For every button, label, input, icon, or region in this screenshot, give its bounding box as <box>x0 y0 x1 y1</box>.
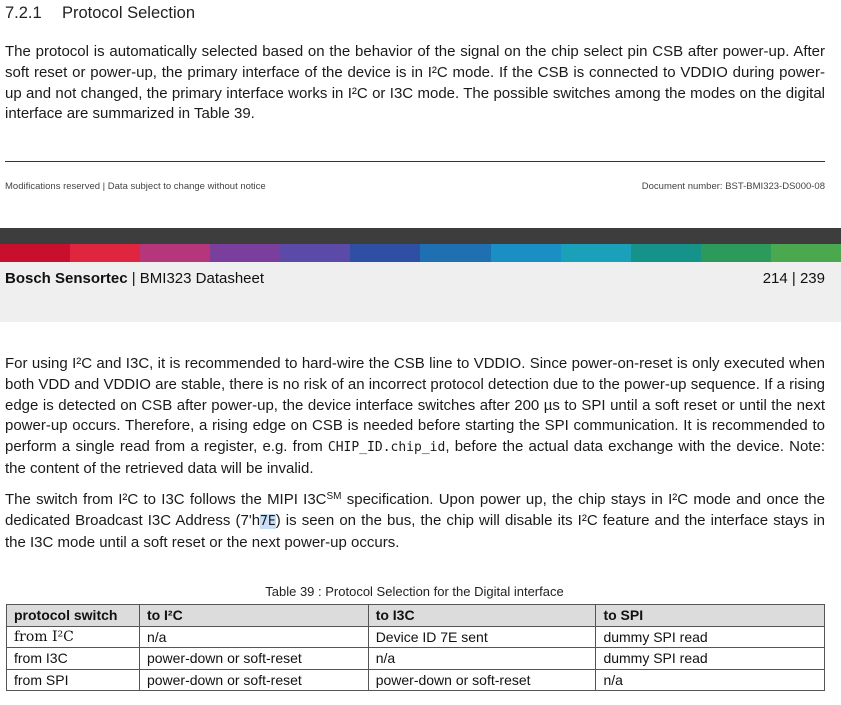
footer-document-number: Document number: BST-BMI323-DS000-08 <box>641 181 825 192</box>
page-number: 214 | 239 <box>762 270 825 287</box>
service-mark: SM <box>326 491 342 502</box>
section-number: 7.2.1 <box>5 4 42 22</box>
color-stripe <box>210 244 280 262</box>
table-header-row <box>7 605 825 627</box>
table-cell: dummy SPI read <box>596 626 825 648</box>
chip-id-code: CHIP_ID.chip_id <box>327 440 446 456</box>
highlighted-address: 7E <box>260 513 276 529</box>
color-stripe <box>701 244 771 262</box>
protocol-selection-table <box>6 604 825 691</box>
color-stripe <box>280 244 350 262</box>
table-header-cell: to SPI <box>596 605 825 627</box>
table-header-cell: to I3C <box>368 605 596 627</box>
table-row <box>7 626 825 648</box>
color-stripe <box>350 244 420 262</box>
table-cell: dummy SPI read <box>596 648 825 670</box>
table-cell: n/a <box>596 669 825 691</box>
table-cell: power-down or soft-reset <box>139 648 368 670</box>
para2-text-b: , before the actual data exchange with the device. Note: the content of the retrieved data will be invalid. <box>5 438 825 477</box>
footer-divider <box>5 161 825 162</box>
section-title: Protocol Selection <box>62 4 195 22</box>
color-stripe <box>771 244 841 262</box>
table-caption <box>0 584 841 599</box>
color-stripe <box>140 244 210 262</box>
para3-text-c: ) is seen on the bus, the chip will disable its I²C feature and the interface stays in the I3C mode until a soft reset or the next power-up occurs. <box>5 511 825 551</box>
table-cell: n/a <box>139 626 368 648</box>
page-break-band <box>0 228 841 244</box>
table-cell: Device ID 7E sent <box>368 626 596 648</box>
table-cell: n/a <box>368 648 596 670</box>
header-brand <box>5 270 264 287</box>
paragraph-i3c-switch <box>5 487 825 553</box>
color-stripe <box>561 244 631 262</box>
color-stripe-band <box>0 244 841 262</box>
footer-notice: Modifications reserved | Data subject to change without notice <box>5 181 266 192</box>
brand-separator: | <box>127 270 140 287</box>
para2-text-a: For using I²C and I3C, it is recommended to hard-wire the CSB line to VDDIO. Since power-on-reset is only executed when both VDD and VDDIO are stable, there is no risk of an incorrect protocol detection due to the power-up sequence. If a rising edge is detected on CSB after power-up, the device interface switches after 200 µs to SPI until a soft reset or until the next power-up occurs. Therefore, a rising edge on CSB is needed before starting the SPI communication. It is recommended to perform a single read from a register, e.g. from <box>5 355 825 456</box>
table-cell: power-down or soft-reset <box>368 669 596 691</box>
document-title: BMI323 Datasheet <box>139 270 265 287</box>
paragraph-protocol-intro: The protocol is automatically selected based on the behavior of the signal on the chip select pin CSB after power-up. After soft reset or power-up, the primary interface of the device is in I²C mode. If the CSB is connected to VDDIO during power-up and not changed, the primary interface works in I²C or I3C mode. The possible switches among the modes on the digital interface are summarized in Table 39. <box>5 43 825 123</box>
table-caption-text: Table 39 : Protocol Selection for the Digital interface <box>265 584 564 599</box>
brand-name: Bosch Sensortec <box>5 270 128 287</box>
table-cell: from I²C <box>7 626 140 648</box>
section-heading <box>5 4 195 23</box>
table-cell: from I3C <box>7 648 140 670</box>
table-row <box>7 669 825 691</box>
table-header-cell: to I²C <box>139 605 368 627</box>
color-stripe <box>0 244 70 262</box>
table-cell: power-down or soft-reset <box>139 669 368 691</box>
color-stripe <box>420 244 490 262</box>
color-stripe <box>70 244 140 262</box>
color-stripe <box>631 244 701 262</box>
table-cell: from SPI <box>7 669 140 691</box>
table-header-cell: protocol switch <box>7 605 140 627</box>
table-row <box>7 648 825 670</box>
para3-text-b: specification. Upon power up, the chip stays in I²C mode and once the dedicated Broadcast I3C Address (7'h <box>5 491 825 529</box>
paragraph-csb-wiring <box>5 354 825 480</box>
para3-text-a: The switch from I²C to I3C follows the MIPI I3C <box>5 491 327 508</box>
color-stripe <box>491 244 561 262</box>
